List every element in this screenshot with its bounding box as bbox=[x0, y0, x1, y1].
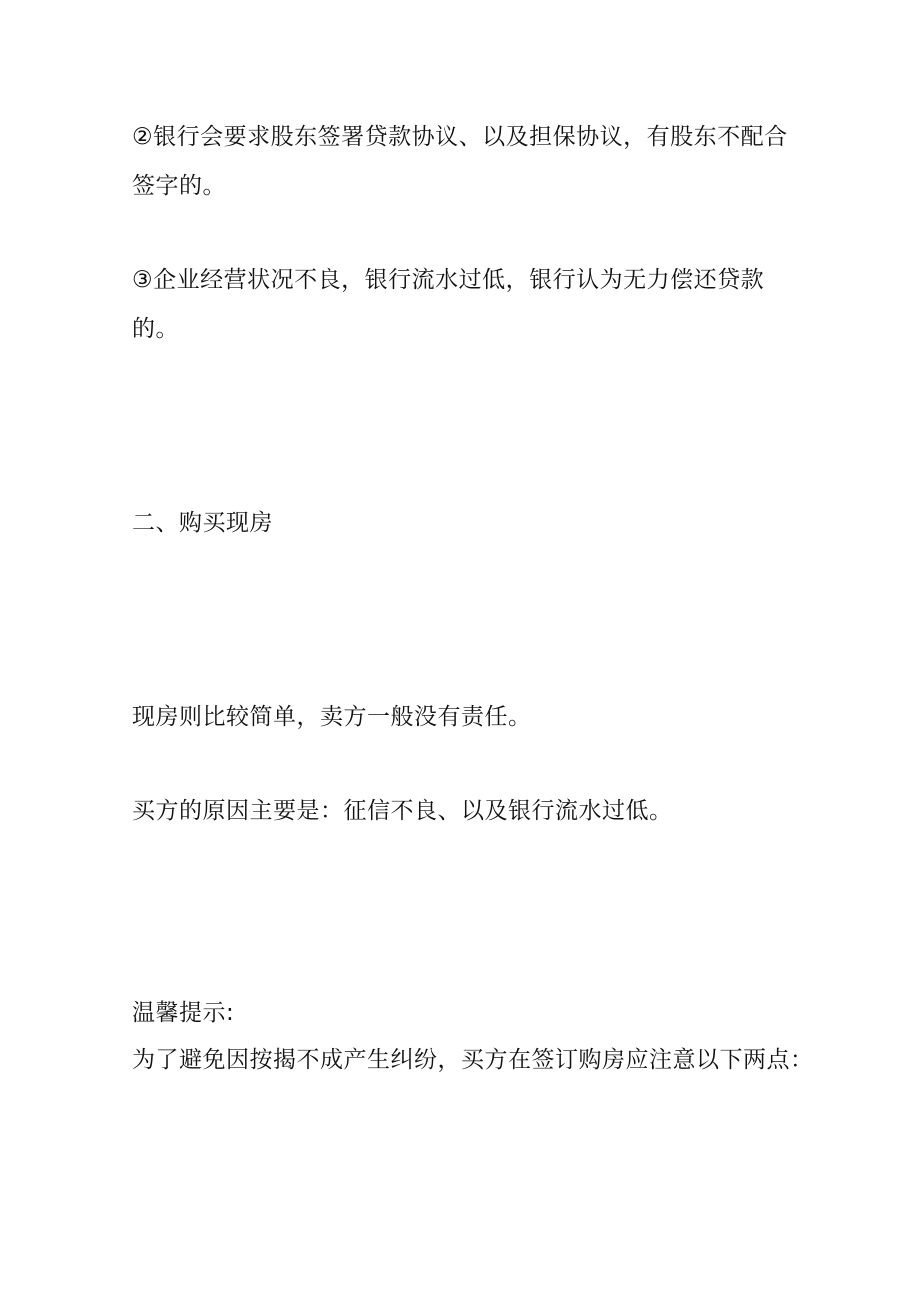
section-heading: 二、购买现房 bbox=[132, 510, 273, 536]
item3-line2: 的。 bbox=[132, 316, 179, 342]
paragraph-1: 现房则比较简单，卖方一般没有责任。 bbox=[132, 704, 532, 730]
tip-text: 为了避免因按揭不成产生纠纷，买方在签订购房应注意以下两点： bbox=[132, 1047, 814, 1073]
item2-line1: ②银行会要求股东签署贷款协议、以及担保协议，有股东不配合 bbox=[132, 124, 788, 150]
paragraph-2: 买方的原因主要是：征信不良、以及银行流水过低。 bbox=[132, 798, 673, 824]
item2-line2: 签字的。 bbox=[132, 173, 226, 199]
tip-label: 温馨提示: bbox=[132, 1000, 235, 1026]
item3-line1: ③企业经营状况不良，银行流水过低，银行认为无力偿还贷款 bbox=[132, 267, 765, 293]
